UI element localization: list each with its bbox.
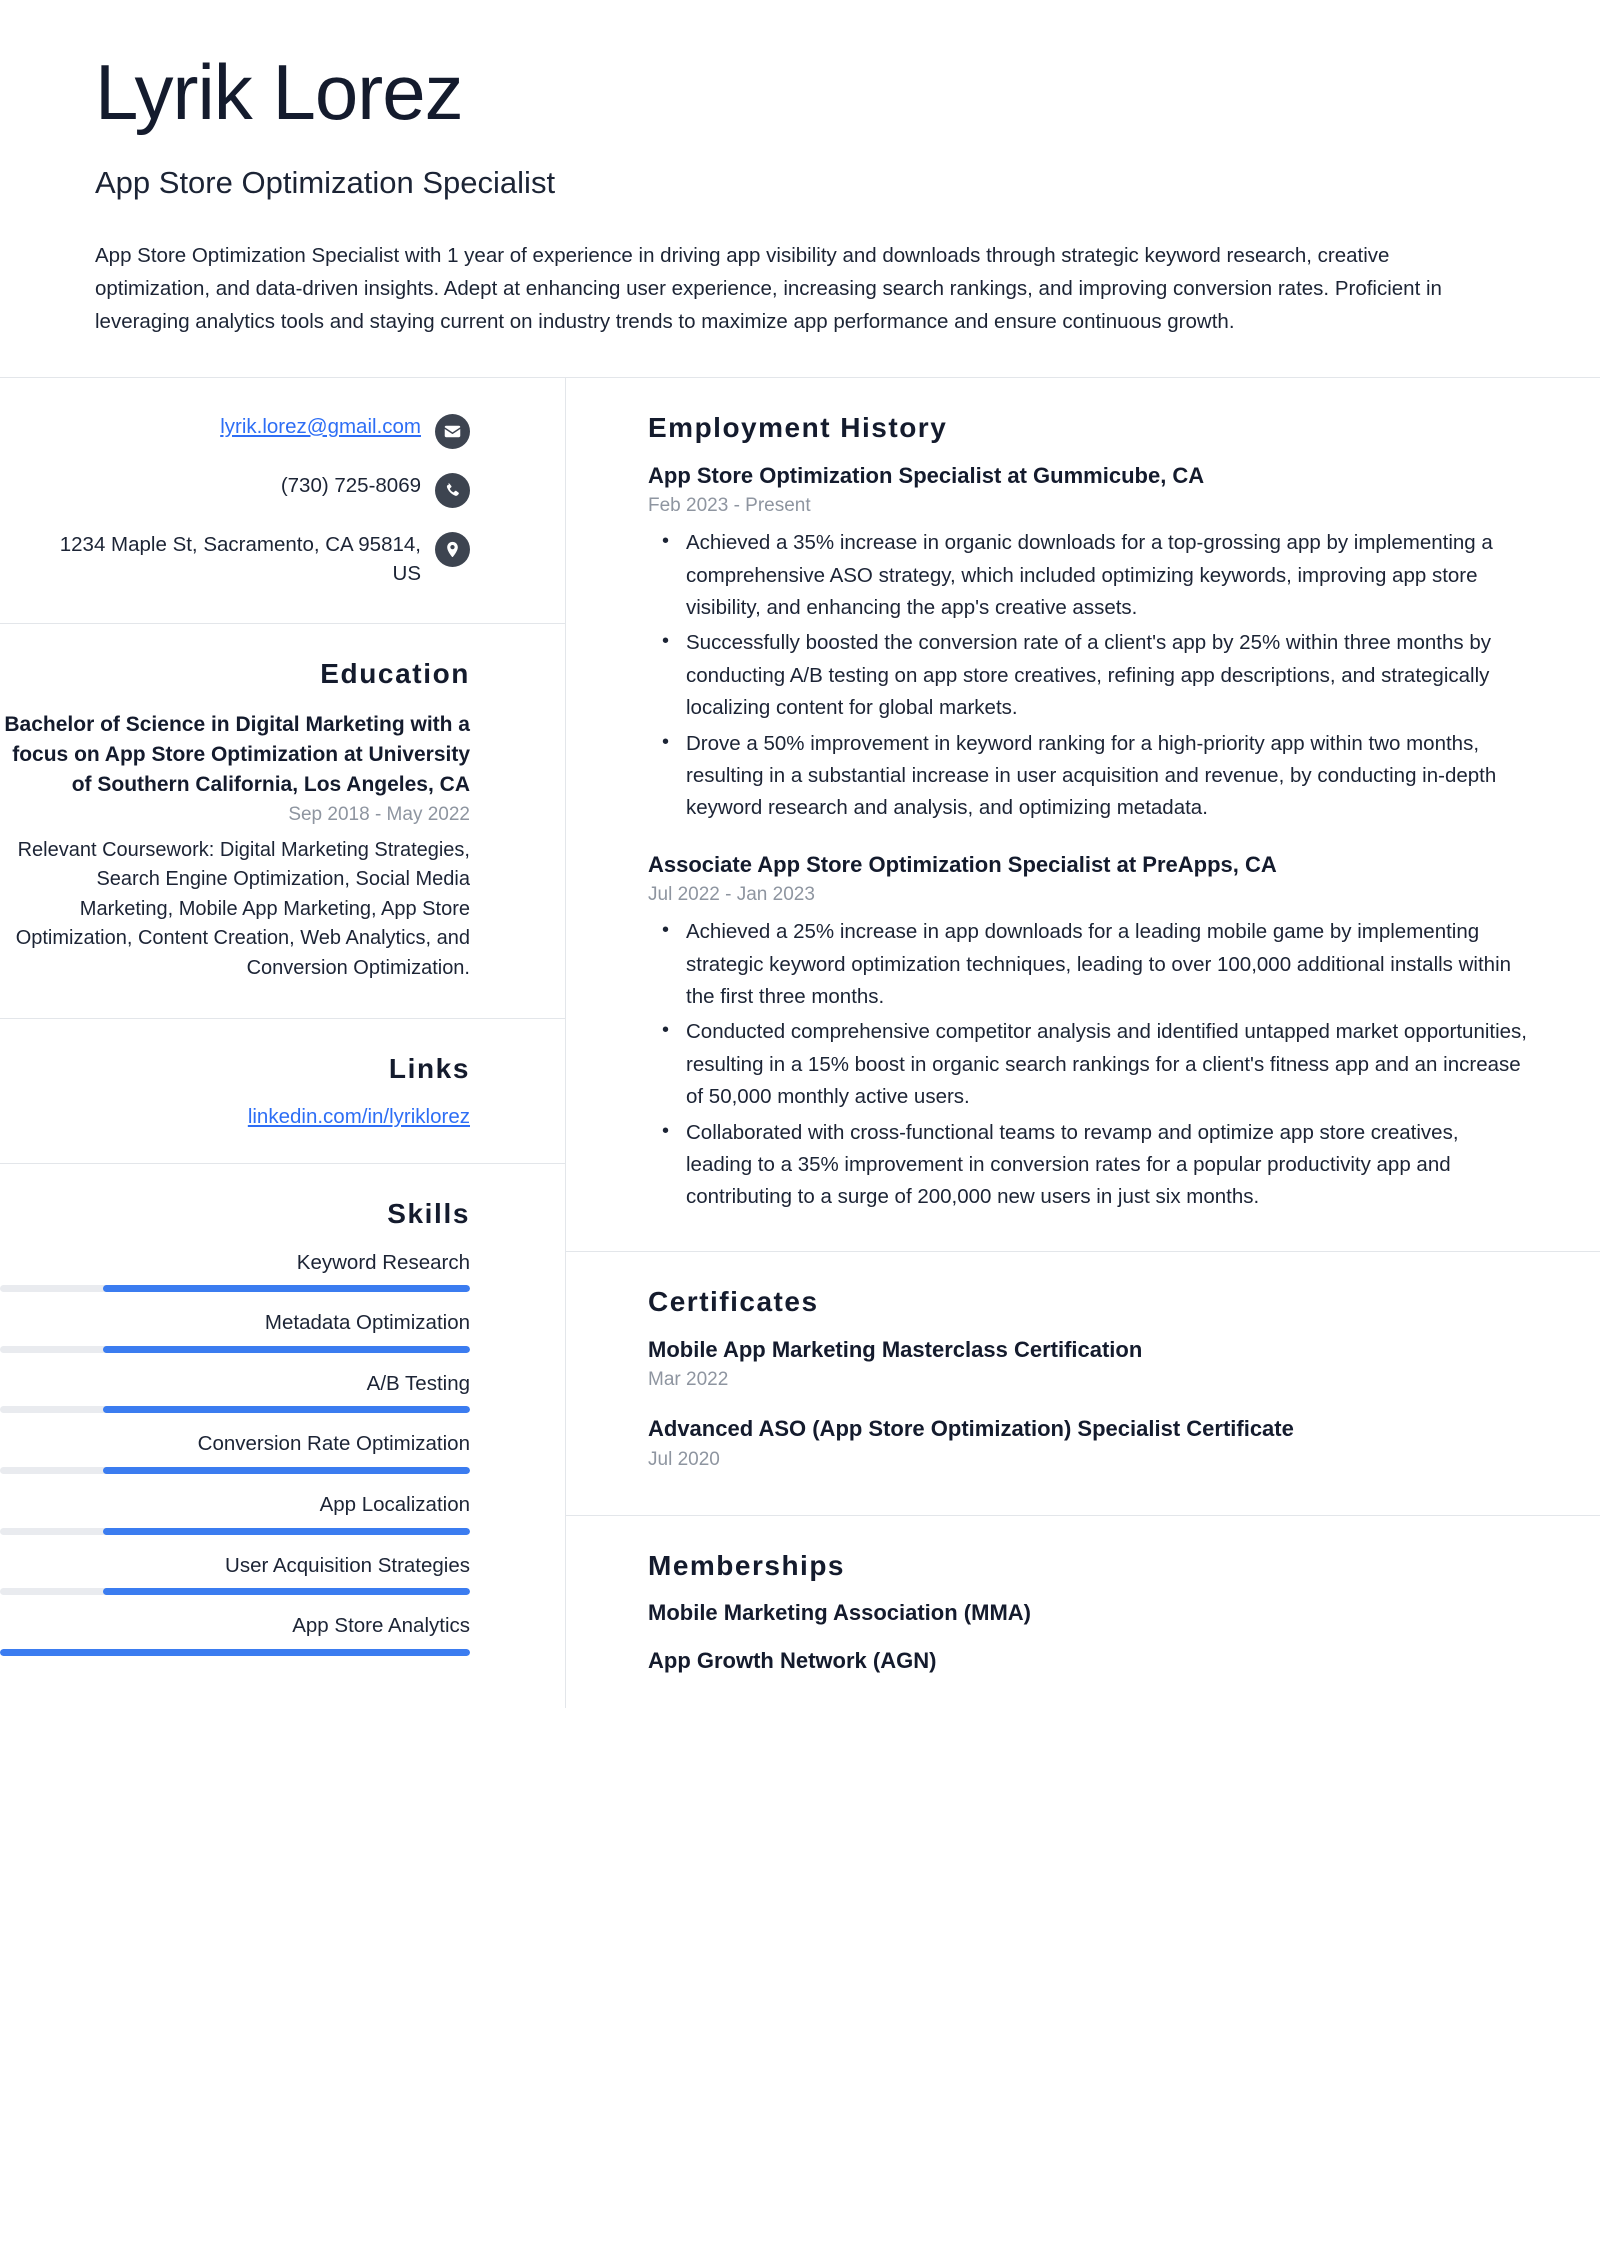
skill-label: Conversion Rate Optimization: [197, 1432, 470, 1456]
employment-bullet: • Achieved a 35% increase in organic downloads for a top-grossing app by implementing a comprehensive ASO strategy, which included optimizing keywords, improving app store visibility, and enhancing the app's creative assets.: [684, 527, 1530, 624]
skill-item: [0, 1553, 470, 1596]
contact-address-row[interactable]: [0, 530, 470, 589]
skill-label: App Store Analytics: [292, 1614, 470, 1638]
employment-entry: [648, 851, 1530, 1214]
resume-header: [0, 0, 1600, 377]
contact-email-text: [220, 412, 421, 442]
skill-label: Keyword Research: [296, 1250, 470, 1274]
certificate-entry: [648, 1336, 1530, 1392]
professional-summary: App Store Optimization Specialist with 1 year of experience in driving app visibility and downloads through strategic keyword research, creative optimization, and data-driven insights. Adept at enhancing user experience, increasing search rankings, and improving conversion rates. Proficient in leveraging analytics tools and staying current on industry trends to maximize app performance and ensure continuous growth.: [95, 244, 1442, 334]
skill-progress-fill: [103, 1528, 470, 1535]
employment-bullet: • Conducted comprehensive competitor analysis and identified untapped market opportunities, resulting in a 15% boost in organic search rankings for a client's fitness app and an increase of 50,000 monthly active users.: [684, 1016, 1530, 1113]
contact-section: [0, 378, 565, 624]
certificates-heading: Certificates: [648, 1285, 819, 1317]
skill-progress-track: [0, 1588, 470, 1595]
linkedin-link[interactable]: linkedin.com/in/lyriklorez: [247, 1104, 470, 1128]
skill-item: [0, 1613, 470, 1656]
contact-phone-text: (730) 725-8069: [280, 473, 421, 497]
employment-section: [566, 378, 1600, 1252]
phone-icon: [435, 473, 470, 508]
skill-item: [0, 1492, 470, 1535]
link-item: [0, 1105, 470, 1129]
employment-entry: [648, 462, 1530, 825]
skill-progress-track: [0, 1649, 470, 1656]
skill-label: App Localization: [319, 1493, 470, 1517]
skill-item: [0, 1431, 470, 1474]
resume-body: [0, 378, 1600, 1708]
employment-bullet-list: [648, 527, 1530, 824]
membership-entry: Mobile Marketing Association (MMA): [648, 1599, 1031, 1625]
membership-entry: App Growth Network (AGN): [648, 1647, 937, 1673]
skill-label: Metadata Optimization: [264, 1311, 470, 1335]
education-description: Relevant Coursework: Digital Marketing Strategies, Search Engine Optimization, Social Media Marketing, Mobile App Marketing, App Store Optimization, Content Creation, Web Analytics, and Conversion Optimization.: [15, 838, 470, 979]
main-content: [565, 378, 1600, 1708]
education-date: Sep 2018 - May 2022: [288, 803, 470, 825]
certificate-title: Mobile App Marketing Masterclass Certification: [648, 1336, 1143, 1362]
employment-bullet: • Successfully boosted the conversion rate of a client's app by 25% within three months by conducting A/B testing on app store creatives, refining app descriptions, and strategically localizing content for global markets.: [684, 627, 1530, 724]
education-degree: Bachelor of Science in Digital Marketing with a focus on App Store Optimization at University of Southern California, Los Angeles, CA: [4, 713, 470, 796]
certificates-section: [566, 1252, 1600, 1516]
contact-address-text: 1234 Maple St, Sacramento, CA 95814, US: [59, 532, 421, 586]
employment-list: [648, 462, 1530, 1214]
links-heading: Links: [388, 1052, 470, 1084]
memberships-section: [566, 1516, 1600, 1708]
skill-label: User Acquisition Strategies: [225, 1553, 470, 1577]
memberships-list: [648, 1600, 1530, 1674]
skill-item: [0, 1371, 470, 1414]
skills-section: [0, 1164, 565, 1692]
job-title: App Store Optimization Specialist: [95, 164, 556, 200]
contact-email-row[interactable]: [0, 412, 470, 449]
certificate-entry: [648, 1415, 1530, 1471]
location-pin-icon: [435, 532, 470, 567]
skill-item: [0, 1250, 470, 1293]
skill-item: [0, 1310, 470, 1353]
employment-bullet: • Collaborated with cross-functional teams to revamp and optimize app store creatives, leading to a 35% improvement in conversion rates for a popular productivity app and contributing to a surge of 200,000 new users in just six months.: [684, 1117, 1530, 1214]
certificate-date: Mar 2022: [648, 1369, 729, 1391]
skill-progress-track: [0, 1285, 470, 1292]
skills-list: [0, 1250, 470, 1656]
skill-progress-track: [0, 1528, 470, 1535]
skill-progress-track: [0, 1406, 470, 1413]
employment-entry-title: App Store Optimization Specialist at Gummicube, CA: [648, 462, 1205, 488]
skill-progress-track: [0, 1346, 470, 1353]
skill-progress-fill: [103, 1588, 470, 1595]
skills-heading: Skills: [387, 1197, 470, 1229]
certificates-list: [648, 1336, 1530, 1471]
employment-entry-date: Feb 2023 - Present: [648, 495, 811, 517]
employment-entry-date: Jul 2022 - Jan 2023: [648, 884, 815, 906]
links-section: [0, 1019, 565, 1164]
certificate-date: Jul 2020: [648, 1448, 720, 1470]
skill-progress-fill: [0, 1649, 470, 1656]
skill-label: A/B Testing: [366, 1371, 470, 1395]
skill-progress-fill: [103, 1285, 470, 1292]
sidebar: [0, 378, 565, 1708]
employment-bullet-list: [648, 916, 1530, 1213]
education-heading: Education: [320, 658, 470, 690]
contact-phone-row[interactable]: [0, 471, 470, 508]
memberships-heading: Memberships: [648, 1549, 845, 1581]
employment-entry-title: Associate App Store Optimization Specialist at PreApps, CA: [648, 851, 1277, 877]
education-section: [0, 624, 565, 1018]
envelope-icon: [435, 414, 470, 449]
email-link[interactable]: lyrik.lorez@gmail.com: [220, 414, 421, 438]
skill-progress-fill: [103, 1467, 470, 1474]
employment-heading: Employment History: [648, 411, 948, 443]
skill-progress-fill: [103, 1406, 470, 1413]
page-title: Lyrik Lorez: [95, 48, 463, 136]
skill-progress-track: [0, 1467, 470, 1474]
certificate-title: Advanced ASO (App Store Optimization) Specialist Certificate: [648, 1416, 1294, 1442]
employment-bullet: • Achieved a 25% increase in app downloads for a leading mobile game by implementing strategic keyword optimization techniques, leading to over 100,000 additional installs within the first three months.: [684, 916, 1530, 1013]
skill-progress-fill: [103, 1346, 470, 1353]
employment-bullet: • Drove a 50% improvement in keyword ranking for a high-priority app within two months, resulting in a substantial increase in user acquisition and revenue, by conducting in-depth keyword research and analysis, and optimizing metadata.: [684, 728, 1530, 825]
